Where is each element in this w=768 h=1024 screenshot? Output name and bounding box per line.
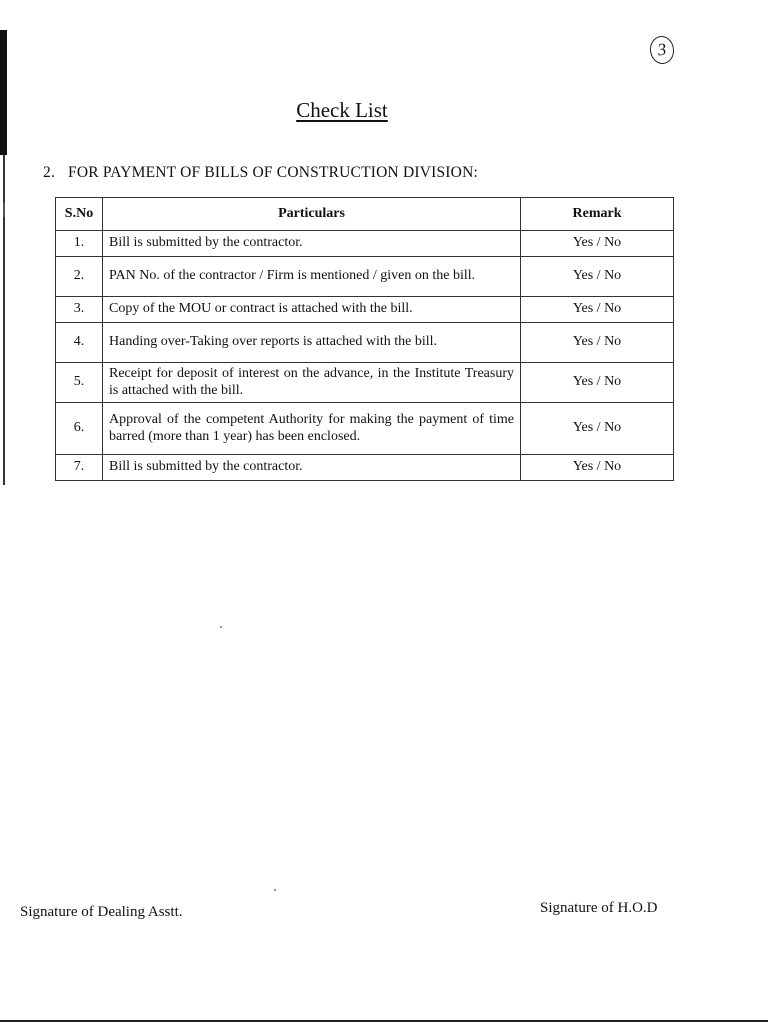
page-title: Check List [296, 98, 388, 122]
row-sno: 2. [56, 257, 103, 297]
row-sno: 1. [56, 231, 103, 257]
table-row [56, 257, 674, 297]
scan-speck [274, 889, 276, 891]
row-sno: 7. [56, 455, 103, 481]
row-remark: Yes / No [521, 231, 674, 257]
table-row [56, 323, 674, 363]
bottom-rule [0, 1020, 768, 1022]
scan-edge-tick [3, 203, 5, 217]
row-particular: Approval of the competent Authority for making the payment of time barred (more than 1 year) has been enclosed. [103, 403, 521, 455]
row-particular: Handing over-Taking over reports is attached with the bill. [103, 323, 521, 363]
row-sno: 5. [56, 363, 103, 403]
scan-edge-mark [0, 30, 7, 155]
table-header-row [56, 198, 674, 231]
table-row [56, 403, 674, 455]
row-remark: Yes / No [521, 323, 674, 363]
row-remark: Yes / No [521, 455, 674, 481]
header-remark: Remark [521, 198, 674, 231]
table-row [56, 363, 674, 403]
row-particular: Receipt for deposit of interest on the advance, in the Institute Treasury is attached with the bill. [103, 363, 521, 403]
signature-dealing-asstt: Signature of Dealing Asstt. [20, 904, 183, 920]
header-sno: S.No [56, 198, 103, 231]
table-row [56, 297, 674, 323]
row-sno: 6. [56, 403, 103, 455]
row-particular: Bill is submitted by the contractor. [103, 231, 521, 257]
row-remark: Yes / No [521, 297, 674, 323]
section-heading-text: FOR PAYMENT OF BILLS OF CONSTRUCTION DIVISION: [68, 164, 478, 181]
section-heading [43, 164, 478, 182]
row-sno: 3. [56, 297, 103, 323]
table-row [56, 231, 674, 257]
table-row [56, 455, 674, 481]
page-number: 3 [648, 34, 676, 65]
section-number: 2. [43, 164, 56, 181]
row-particular: PAN No. of the contractor / Firm is mentioned / given on the bill. [103, 257, 521, 297]
scan-speck [220, 626, 222, 628]
header-particulars: Particulars [103, 198, 521, 231]
row-remark: Yes / No [521, 363, 674, 403]
row-remark: Yes / No [521, 403, 674, 455]
row-particular: Copy of the MOU or contract is attached with the bill. [103, 297, 521, 323]
row-particular: Bill is submitted by the contractor. [103, 455, 521, 481]
row-sno: 4. [56, 323, 103, 363]
row-remark: Yes / No [521, 257, 674, 297]
signature-hod: Signature of H.O.D [540, 900, 658, 916]
checklist-table [55, 197, 674, 481]
